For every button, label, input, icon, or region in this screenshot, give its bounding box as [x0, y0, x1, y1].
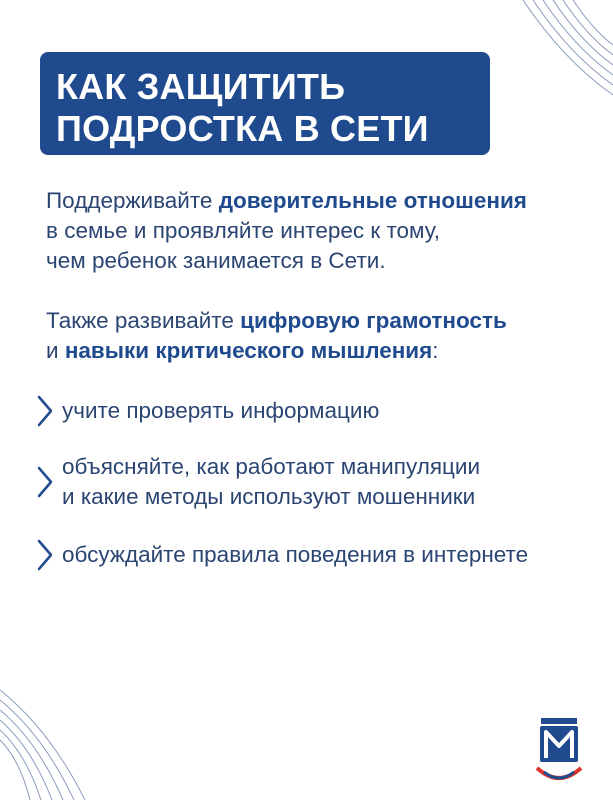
paragraph-digital-literacy: [46, 306, 507, 366]
paragraph2-lead: Также развивайте: [46, 308, 241, 333]
paragraph-trust: [46, 186, 527, 276]
title-banner: [40, 52, 490, 155]
title-line-1: КАК ЗАЩИТИТЬ: [56, 66, 346, 107]
list-item: [36, 452, 480, 512]
chevron-right-icon: [36, 465, 54, 499]
list-item-line-2: и какие методы используют мошенники: [62, 484, 476, 509]
paragraph1-lead: Поддерживайте: [46, 188, 219, 213]
paragraph1-bold: доверительные отношения: [218, 188, 527, 213]
chevron-right-icon: [36, 394, 54, 428]
list-item-text: [62, 452, 480, 512]
list-item: [36, 394, 379, 428]
paragraph1-line3: чем ребенок занимается в Сети.: [46, 248, 386, 273]
list-item-text: обсуждайте правила поведения в интернете: [62, 542, 529, 567]
paragraph2-bold1: цифровую грамотность: [240, 308, 507, 333]
list-item-line-1: объясняйте, как работают манипуляции: [62, 454, 481, 479]
list-item-text: учите проверять информацию: [62, 398, 380, 423]
chevron-right-icon: [36, 538, 54, 572]
paragraph1-line2: в семье и проявляйте интерес к тому,: [46, 218, 440, 243]
wave-lines-bottom-left-icon: [0, 670, 110, 800]
wave-lines-top-right-icon: [503, 0, 613, 120]
list-item: [36, 538, 528, 572]
parliament-emblem-icon: [535, 716, 583, 784]
paragraph2-tail: :: [432, 338, 439, 363]
paragraph2-conj: и: [46, 338, 65, 363]
paragraph2-bold2: навыки критического мышления: [64, 338, 433, 363]
title-line-2: ПОДРОСТКА В СЕТИ: [56, 108, 429, 149]
